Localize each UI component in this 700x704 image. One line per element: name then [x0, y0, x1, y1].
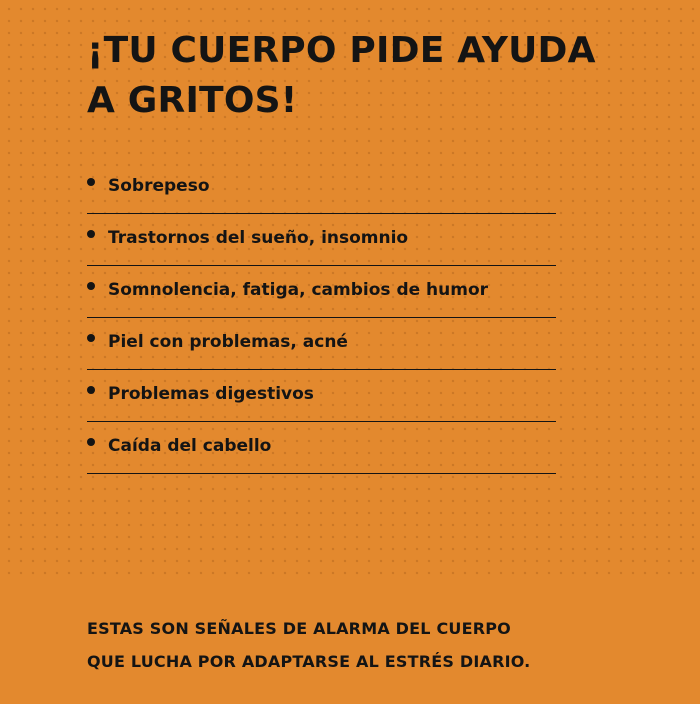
list-item: [87, 422, 556, 474]
bullet-icon: [87, 178, 95, 186]
list-item: [87, 162, 556, 214]
symptom-label: Somnolencia, fatiga, cambios de humor: [108, 280, 489, 300]
list-item: [87, 214, 556, 266]
symptom-label: Sobrepeso: [108, 176, 210, 196]
footer-line-2: QUE LUCHA POR ADAPTARSE AL ESTRÉS DIARIO.: [87, 652, 531, 671]
footer-message: [87, 612, 647, 678]
symptom-label: Piel con problemas, acné: [108, 332, 348, 352]
symptom-list: [87, 162, 556, 474]
symptom-label: Caída del cabello: [108, 436, 272, 456]
headline-line-2: A GRITOS!: [87, 80, 298, 121]
list-item: [87, 318, 556, 370]
symptom-label: Trastornos del sueño, insomnio: [108, 228, 409, 248]
page-headline: [87, 26, 647, 126]
bullet-icon: [87, 438, 95, 446]
bullet-icon: [87, 230, 95, 238]
headline-line-1: ¡TU CUERPO PIDE AYUDA: [87, 30, 596, 71]
bullet-icon: [87, 282, 95, 290]
list-item: [87, 370, 556, 422]
list-item: [87, 266, 556, 318]
symptom-label: Problemas digestivos: [108, 384, 314, 404]
bullet-icon: [87, 334, 95, 342]
bullet-icon: [87, 386, 95, 394]
footer-line-1: ESTAS SON SEÑALES DE ALARMA DEL CUERPO: [87, 619, 511, 638]
